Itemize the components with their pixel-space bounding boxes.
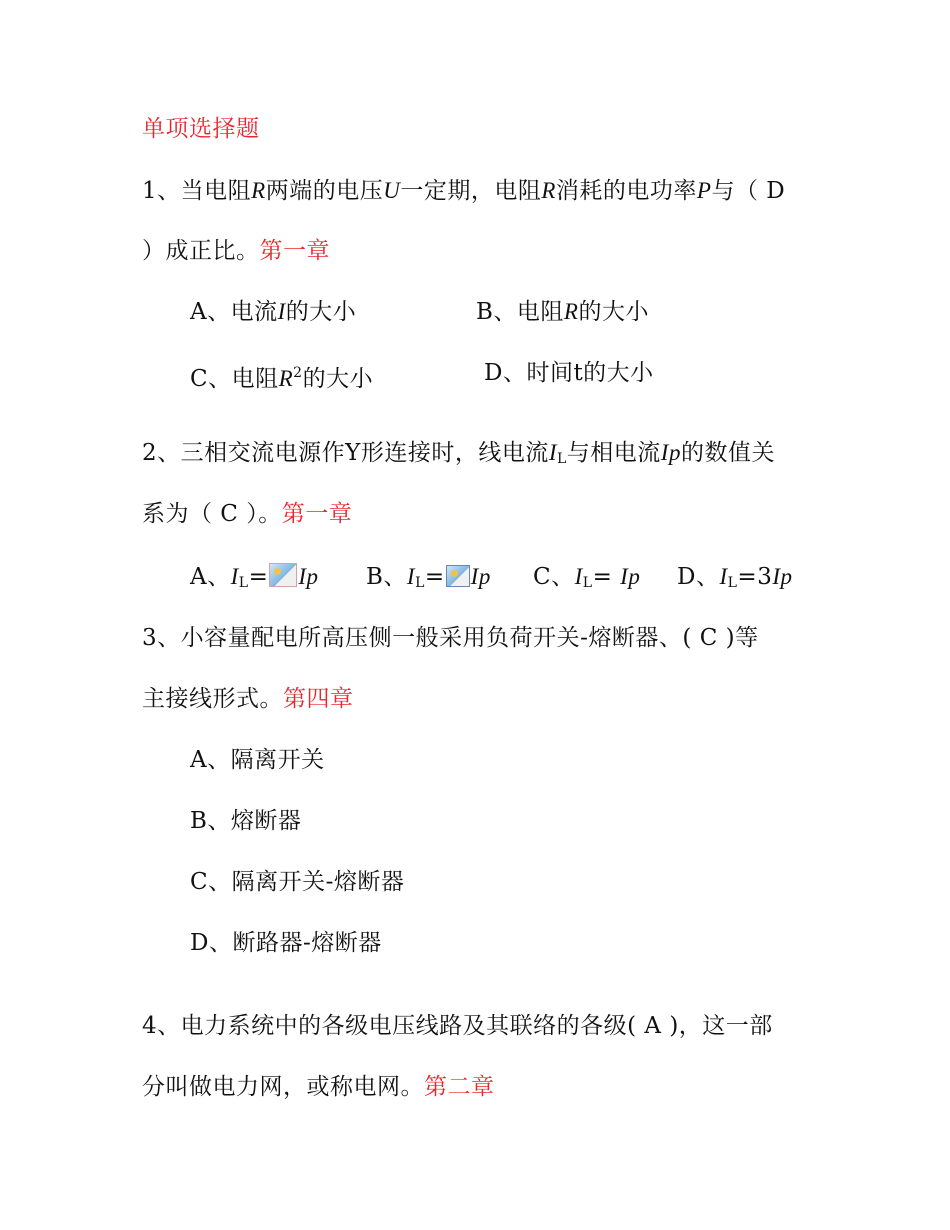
q2-option-b xyxy=(366,562,491,598)
q4-stem-line2 xyxy=(142,1072,495,1102)
q4-stem-line1: 4、电力系统中的各级电压线路及其联络的各级( A )，这一部 xyxy=(142,1013,773,1039)
q2-option-a-eq: = xyxy=(248,564,269,590)
q1-option-c-sup: 2 xyxy=(293,365,303,381)
q2-var-ip: Ip xyxy=(660,440,681,465)
q1-var-u: U xyxy=(383,178,401,203)
q1-option-b xyxy=(476,297,649,327)
q1-option-b-pre: B、电阻 xyxy=(476,299,564,325)
q1-option-a-post: 的大小 xyxy=(285,299,357,325)
q1-option-a-var: I xyxy=(277,299,286,324)
q2-var-i: I xyxy=(548,440,557,465)
q3-option-d: D、断路器-熔断器 xyxy=(190,930,382,956)
q2-stem-line2-text: 系为（ C ）。 xyxy=(142,501,282,527)
q2-var-i-sub: L xyxy=(557,451,567,467)
q2-option-c-label: C、 xyxy=(533,564,575,590)
q1-var-p: P xyxy=(696,178,712,203)
q2-option-b-sub: L xyxy=(415,575,425,591)
q2-option-c-var: I xyxy=(574,564,583,589)
q4-stem-line2-text: 分叫做电力网，或称电网。 xyxy=(142,1074,424,1100)
q1-option-c-var: R xyxy=(278,366,294,391)
q2-option-b-eq: = xyxy=(424,564,445,590)
q3-stem-line1: 3、小容量配电所高压侧一般采用负荷开关-熔断器、( C )等 xyxy=(142,625,759,651)
q1-stem-post: 与（ D xyxy=(711,178,786,204)
q1-option-c-post: 的大小 xyxy=(302,366,374,392)
q2-option-a-label: A、 xyxy=(190,564,231,590)
q1-var-r: R xyxy=(251,178,266,203)
q3-option-b: B、熔断器 xyxy=(190,808,302,834)
q2-option-d xyxy=(677,562,793,598)
q2-option-d-var: I xyxy=(719,564,728,589)
image-placeholder-icon xyxy=(446,565,470,587)
q1-option-a-pre: A、电流 xyxy=(190,299,278,325)
q2-option-a-var: I xyxy=(230,564,239,589)
q2-option-c-sub: L xyxy=(582,575,593,591)
q1-var-r2: R xyxy=(541,178,556,203)
q3-option-c: C、隔离开关-熔断器 xyxy=(190,869,405,895)
q2-option-d-rhs: Ip xyxy=(772,564,793,589)
q2-option-a-rhs: Ip xyxy=(298,564,319,589)
image-placeholder-icon xyxy=(269,563,297,587)
q2-option-b-label: B、 xyxy=(366,564,407,590)
q3-option-a: A、隔离开关 xyxy=(190,747,325,773)
q1-chapter: 第一章 xyxy=(259,238,330,264)
q1-stem-line1 xyxy=(142,176,785,206)
q2-option-b-var: I xyxy=(406,564,416,589)
q1-stem-line2-text: ）成正比。 xyxy=(142,238,260,264)
q2-chapter: 第一章 xyxy=(281,501,353,527)
q3-stem-line2 xyxy=(142,684,354,714)
q1-stem-m2: 一定期，电阻 xyxy=(400,178,542,204)
q1-option-c xyxy=(190,358,373,394)
q2-option-d-sub: L xyxy=(727,575,738,591)
q1-stem-pre: 1、当电阻 xyxy=(142,178,252,204)
section-heading: 单项选择题 xyxy=(142,116,260,142)
q2-stem-mid: 与相电流 xyxy=(566,440,661,466)
q3-chapter: 第四章 xyxy=(283,686,354,712)
q2-option-a-sub: L xyxy=(238,575,249,591)
q2-option-c xyxy=(533,562,640,598)
q1-option-b-post: 的大小 xyxy=(578,299,649,325)
q2-option-c-rhs: Ip xyxy=(620,564,641,589)
q2-option-a xyxy=(190,562,319,598)
q1-stem-line2 xyxy=(142,236,330,266)
q2-option-d-eq: =3 xyxy=(737,564,773,590)
q2-stem-post: 的数值关 xyxy=(680,440,775,466)
q2-option-c-eq: = xyxy=(592,564,621,590)
q2-option-d-label: D、 xyxy=(677,564,720,590)
q1-stem-m3: 消耗的电功率 xyxy=(555,178,697,204)
q1-option-b-var: R xyxy=(563,299,579,324)
q1-option-c-pre: C、电阻 xyxy=(190,366,279,392)
q1-option-a xyxy=(190,297,356,327)
q2-option-b-rhs: Ip xyxy=(470,564,491,589)
q4-chapter: 第二章 xyxy=(424,1074,495,1100)
q1-stem-m1: 两端的电压 xyxy=(265,178,384,204)
q2-stem-line1 xyxy=(142,438,775,474)
q2-stem-line2 xyxy=(142,499,352,529)
q2-stem-pre: 2、三相交流电源作Y形连接时，线电流 xyxy=(142,440,549,466)
q1-option-d: D、时间t的大小 xyxy=(484,360,654,386)
q3-stem-line2-text: 主接线形式。 xyxy=(142,686,283,712)
